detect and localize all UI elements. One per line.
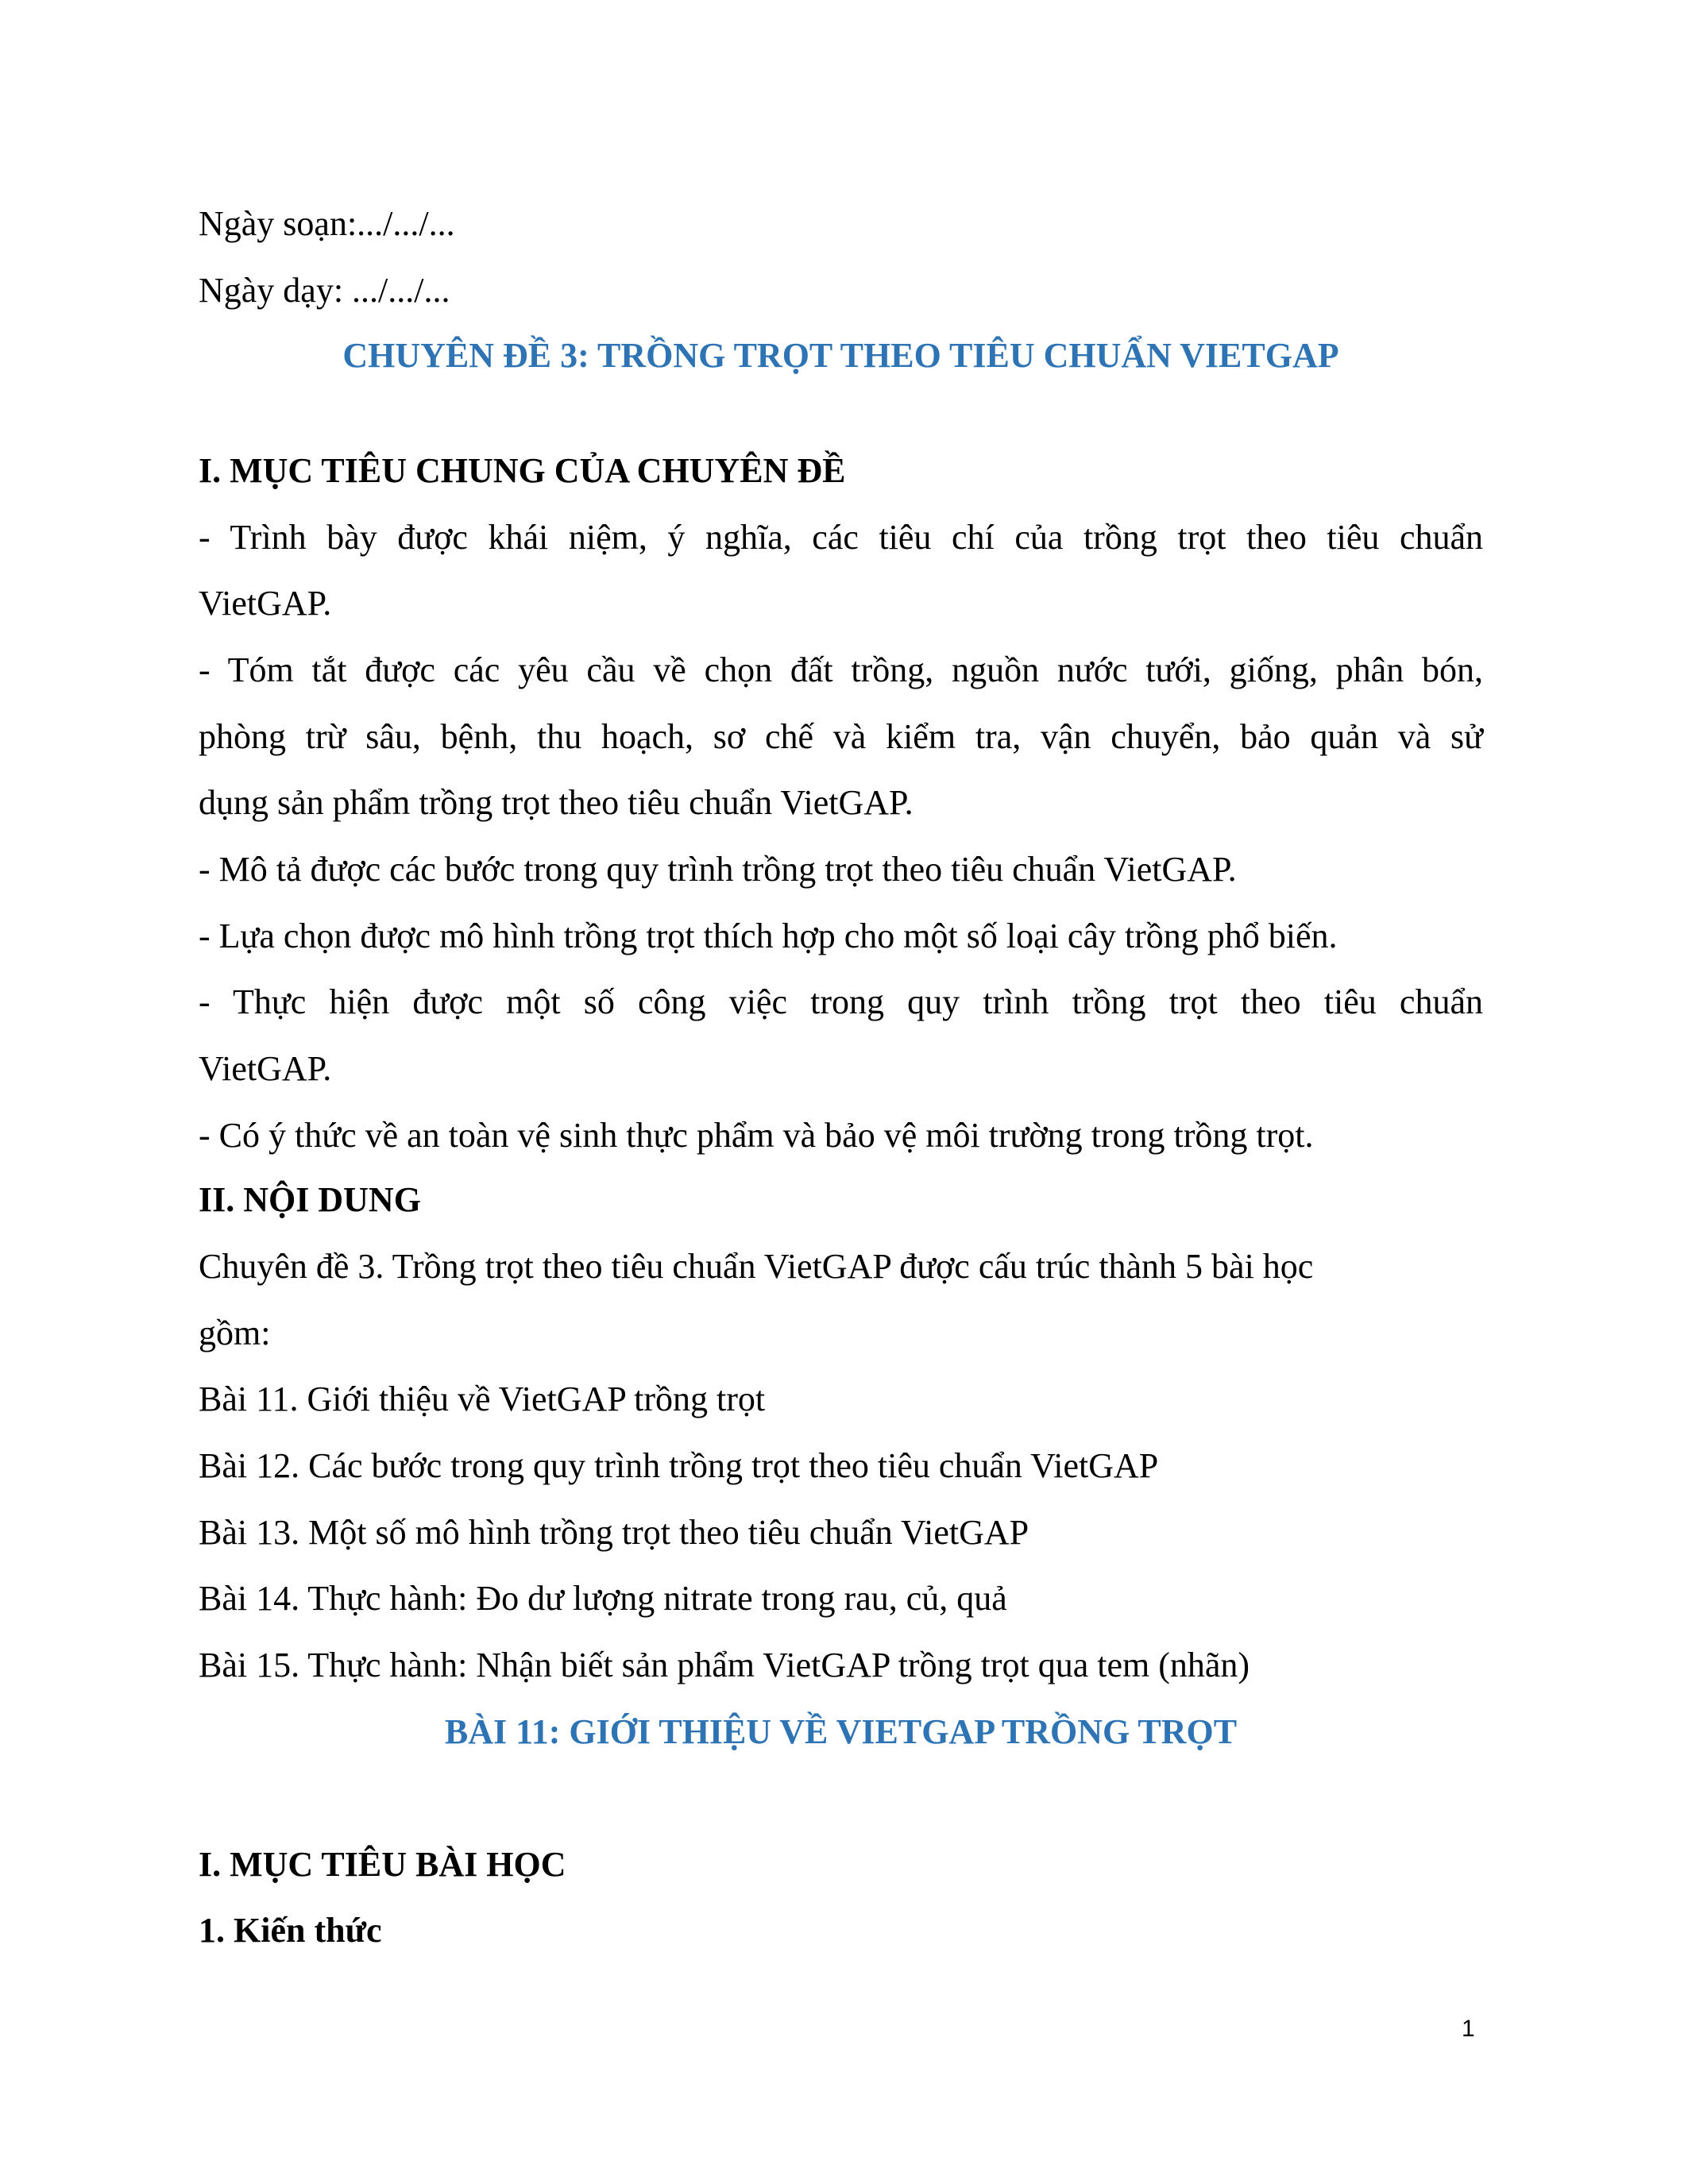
lesson-list-item: Bài 14. Thực hành: Đo dư lượng nitrate trong rau, củ, quả	[199, 1579, 1007, 1618]
date-prepared: Ngày soạn:.../.../...	[199, 204, 455, 243]
section2-intro-line: Chuyên đề 3. Trồng trọt theo tiêu chuẩn VietGAP được cấu trúc thành 5 bài học	[199, 1247, 1314, 1286]
objective-line: VietGAP.	[199, 584, 332, 623]
objective-line: - Tóm tắt được các yêu cầu về chọn đất trồng, nguồn nước tưới, giống, phân bón,	[199, 650, 1483, 689]
objective-line: - Lựa chọn được mô hình trồng trọt thích hợp cho một số loại cây trồng phổ biến.	[199, 916, 1338, 955]
section1-heading: I. MỤC TIÊU CHUNG CỦA CHUYÊN ĐỀ	[199, 451, 846, 490]
lesson-list-item: Bài 15. Thực hành: Nhận biết sản phẩm VietGAP trồng trọt qua tem (nhãn)	[199, 1646, 1250, 1684]
section2-intro-line: gồm:	[199, 1314, 271, 1352]
section2-heading: II. NỘI DUNG	[199, 1180, 421, 1219]
lesson11-heading: I. MỤC TIÊU BÀI HỌC	[199, 1845, 566, 1884]
objective-line: phòng trừ sâu, bệnh, thu hoạch, sơ chế và kiểm tra, vận chuyển, bảo quản và sử	[199, 717, 1483, 756]
objective-line: - Mô tả được các bước trong quy trình trồng trọt theo tiêu chuẩn VietGAP.	[199, 850, 1237, 889]
objective-line: - Có ý thức về an toàn vệ sinh thực phẩm và bảo vệ môi trường trong trồng trọt.	[199, 1116, 1314, 1155]
page-number: 1	[1462, 2016, 1475, 2042]
date-taught: Ngày dạy: .../.../...	[199, 271, 450, 310]
lesson11-title: BÀI 11: GIỚI THIỆU VỀ VIETGAP TRỒNG TRỌT	[444, 1712, 1238, 1751]
objective-line: - Thực hiện được một số công việc trong quy trình trồng trọt theo tiêu chuẩn	[199, 982, 1483, 1021]
objective-line: VietGAP.	[199, 1049, 332, 1088]
lesson-list-item: Bài 13. Một số mô hình trồng trọt theo tiêu chuẩn VietGAP	[199, 1513, 1029, 1552]
objective-line: dụng sản phẩm trồng trọt theo tiêu chuẩn VietGAP.	[199, 783, 914, 822]
lesson-list-item: Bài 12. Các bước trong quy trình trồng trọt theo tiêu chuẩn VietGAP	[199, 1446, 1159, 1485]
objective-line: - Trình bày được khái niệm, ý nghĩa, các tiêu chí của trồng trọt theo tiêu chuẩn	[199, 518, 1483, 557]
lesson-list-item: Bài 11. Giới thiệu về VietGAP trồng trọt	[199, 1379, 766, 1418]
lesson11-subheading: 1. Kiến thức	[199, 1911, 382, 1950]
topic-title: CHUYÊN ĐỀ 3: TRỒNG TRỌT THEO TIÊU CHUẨN VIETGAP	[342, 336, 1339, 375]
